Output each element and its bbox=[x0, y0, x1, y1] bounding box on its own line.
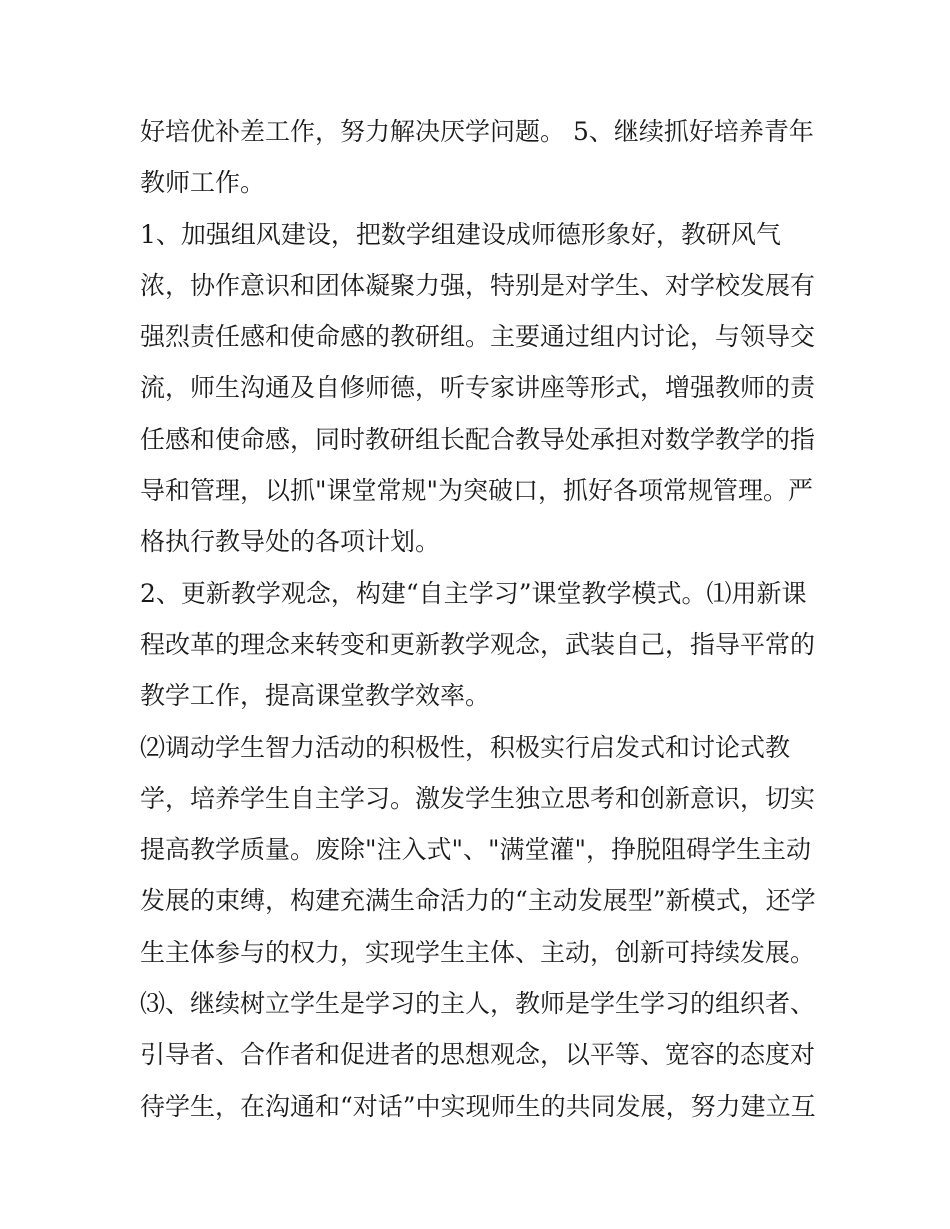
text-line: 好培优补差工作，努力解决厌学问题。 5、继续抓好培养青年 bbox=[140, 117, 814, 146]
text-line: 格执行教导处的各项计划。 bbox=[140, 527, 441, 557]
text-line: 教师工作。 bbox=[140, 168, 266, 198]
text-line: ⑵调动学生智力活动的积极性，积极实行启发式和讨论式教 bbox=[140, 732, 791, 762]
text-line: 导和管理，以抓"课堂常规"为突破口，抓好各项常规管理。严 bbox=[140, 476, 814, 506]
text-line: ⑶、继续树立学生是学习的主人，教师是学生学习的组织者、 bbox=[140, 989, 816, 1019]
text-line: 提高教学质量。废除"注入式"、"满堂灌"，挣脱阻碍学生主动 bbox=[140, 835, 811, 865]
text-line: 强烈责任感和使命感的教研组。主要通过组内讨论，与领导交 bbox=[140, 322, 816, 352]
text-line: 教学工作，提高课堂教学效率。 bbox=[140, 681, 491, 711]
document-body bbox=[140, 106, 820, 1132]
text-line: 2、更新教学观念，构建“自主学习”课堂教学模式。⑴用新课 bbox=[140, 578, 807, 608]
text-line: 发展的束缚，构建充满生命活力的“主动发展型”新模式，还学 bbox=[140, 886, 816, 916]
text-line: 引导者、合作者和促进者的思想观念，以平等、宽容的态度对 bbox=[140, 1040, 816, 1070]
text-line: 流，师生沟通及自修师德，听专家讲座等形式，增强教师的责 bbox=[140, 373, 816, 403]
text-line: 待学生，在沟通和“对话”中实现师生的共同发展，努力建立互 bbox=[140, 1091, 816, 1121]
text-line: 1、加强组风建设，把数学组建设成师德形象好，教研风气 bbox=[140, 219, 781, 249]
text-line: 任感和使命感，同时教研组长配合教导处承担对数学教学的指 bbox=[140, 424, 816, 454]
text-line: 生主体参与的权力，实现学生主体、主动，创新可持续发展。 bbox=[140, 937, 816, 967]
text-line: 学，培养学生自主学习。激发学生独立思考和创新意识，切实 bbox=[140, 783, 816, 813]
text-line: 程改革的理念来转变和更新教学观念，武装自己，指导平常的 bbox=[140, 629, 816, 659]
text-line: 浓，协作意识和团体凝聚力强，特别是对学生、对学校发展有 bbox=[140, 270, 816, 300]
